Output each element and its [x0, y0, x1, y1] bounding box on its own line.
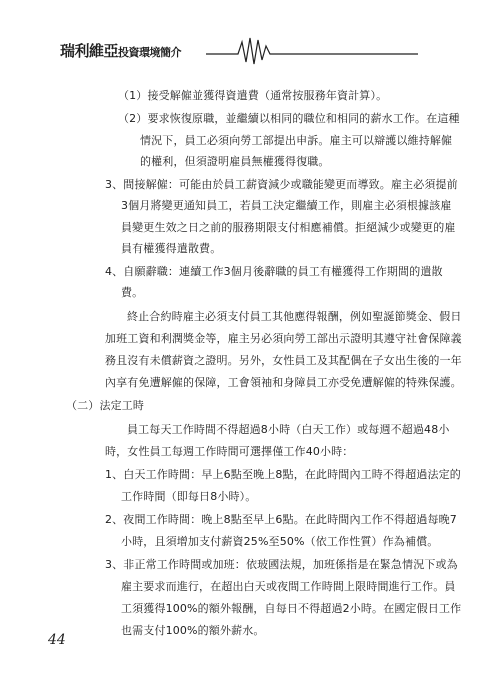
body-text-line: 時，女性員工每週工作時間可選擇僅工作40小時：: [105, 445, 354, 458]
header-title-sub: 投資環境簡介: [118, 46, 182, 59]
body-text-line: 1、白天工作時間：早上6點至晚上8點，在此時間內工時不得超過法定的: [105, 468, 461, 481]
body-text-line: 加班工資和利潤獎金等，雇主另必須向勞工部出示證明其遵守社會保障義: [105, 332, 462, 345]
body-text-line: 3個月將變更通知員工，若員工決定繼續工作，則雇主必須根據該雇: [121, 199, 452, 212]
body-text-line: 2、夜間工作時間：晚上8點至早上6點。在此時間內工作不得超過每晚7: [105, 513, 457, 526]
body-text-line: 雇主要求而進行，在超出白天或夜間工作時間上限時間進行工作。員: [121, 580, 456, 593]
body-text-line: 員變更生效之日之前的服務期限支付相應補償。拒絕減少或變更的雇: [121, 221, 456, 234]
header-title-main: 瑞利維亞: [60, 42, 119, 60]
body-text-line: （1）接受解僱並獲得資遣費（通常按服務年資計算）。: [118, 89, 388, 102]
body-text-line: 的權利，但須證明雇員無權獲得復職。: [140, 155, 330, 168]
body-text-line: 4、自願辭職：連續工作3個月後辭職的員工有權獲得工作期間的遣散: [105, 265, 443, 278]
body-text-line: 員工每天工作時間不得超過8小時（白天工作）或每週不超過48小: [127, 423, 450, 436]
body-text-line: 3、非正常工作時間或加班：依玻國法規，加班係指是在緊急情況下或為: [105, 558, 458, 571]
body-text-line: （2）要求恢復原職，並繼續以相同的職位和相同的薪水工作。在這種: [118, 112, 460, 125]
body-text-line: 也需支付100%的額外薪水。: [121, 624, 265, 637]
body-text-line: 內享有免遭解僱的保障，工會領袖和身障員工亦受免遭解僱的特殊保護。: [105, 376, 462, 389]
body-text-line: 務且沒有未償薪資之證明。另外，女性員工及其配偶在子女出生後的一年: [105, 354, 462, 367]
body-text-line: 小時，且須增加支付薪資25%至50%（依工作性質）作為補償。: [121, 535, 439, 548]
page-header: [0, 0, 480, 70]
body-text-line: 工須獲得100%的額外報酬，自每日不得超過2小時。在國定假日工作: [121, 602, 462, 615]
page-number: 44: [48, 632, 66, 648]
body-text-line: （二）法定工時: [66, 399, 145, 412]
body-text-line: 工作時間（即每日8小時）。: [121, 490, 257, 503]
body-text-line: 情況下，員工必須向勞工部提出申訴。雇主可以辯護以維持解僱: [140, 134, 453, 147]
body-text-line: 費。: [121, 286, 144, 299]
body-text-line: 終止合約時雇主必須支付員工其他應得報酬，例如聖誕節獎金、假日: [127, 310, 462, 323]
body-text-line: 員有權獲得遣散費。: [121, 242, 222, 255]
body-text-line: 3、間接解僱：可能由於員工薪資減少或職能變更而導致。雇主必須提前: [105, 178, 458, 191]
heartbeat-line-decoration: [0, 32, 480, 68]
